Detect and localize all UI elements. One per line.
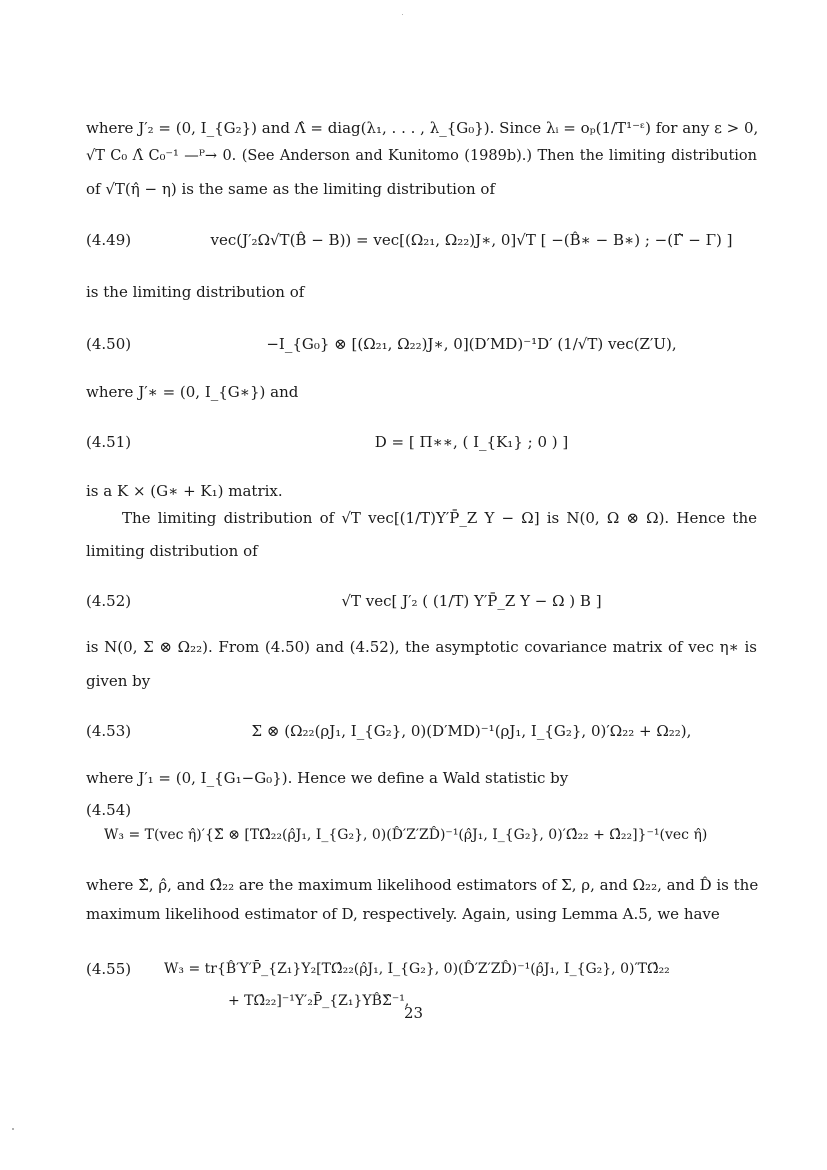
- paragraph-3-line-2: given by: [86, 672, 151, 690]
- equation-number: (4.52): [86, 592, 132, 610]
- paragraph-1-line-3: of √T(η̂ − η) is the same as the limiting distribution of: [86, 180, 496, 198]
- equation-body: √T vec[ J′₂ ( (1/T) Y′P̄_Z Y − Ω ) B ]: [341, 592, 602, 610]
- equation-4-55-number: (4.55): [86, 960, 132, 978]
- paragraph-1-line-1: where J′₂ = (0, I_{G₂}) and Λ̂ = diag(λ₁, . . . , λ_{G₀}). Since λᵢ = oₚ(1/T¹⁻ᵋ) for any ε > 0,: [86, 119, 759, 137]
- paragraph-4-line-2: maximum likelihood estimator of D, respectively. Again, using Lemma A.5, we have: [86, 905, 720, 923]
- equation-4-55-line-2: + TΩ̂₂₂]⁻¹Y′₂P̄_{Z₁}YB̂Σ̂⁻¹,: [228, 993, 410, 1009]
- equation-4-54-body: W₃ = T(vec η̂)′{Σ̂ ⊗ [TΩ̂₂₂(ρ̂J₁, I_{G₂}, 0)(D̂′Z′ZD̂)⁻¹(ρ̂J₁, I_{G₂}, 0)′Ω̂₂₂ + Ω̂₂₂]}⁻¹(vec η̂): [104, 827, 708, 843]
- equation-number: (4.53): [86, 722, 132, 740]
- paragraph-3-line-1: is N(0, Σ ⊗ Ω₂₂). From (4.50) and (4.52), the asymptotic covariance matrix of vec η∗ is: [86, 638, 757, 656]
- paragraph-1-line-2: √T C₀ Λ̂ C₀⁻¹ —ᴾ→ 0. (See Anderson and Kunitomo (1989b).) Then the limiting distribution: [86, 148, 757, 164]
- equation-4-50: [86, 320, 757, 368]
- equation-4-55-line-1: W₃ = tr{B̂′Y′P̄_{Z₁}Y₂[TΩ̂₂₂(ρ̂J₁, I_{G₂}, 0)(D̂′Z′ZD̂)⁻¹(ρ̂J₁, I_{G₂}, 0)′TΩ̂₂₂: [164, 961, 670, 977]
- paragraph-2-line-1: The limiting distribution of √T vec[(1/T)Y′P̄_Z Y − Ω] is N(0, Ω ⊗ Ω). Hence the: [122, 509, 757, 527]
- equation-4-51: [86, 418, 757, 466]
- paragraph-4-line-1: where Σ̂, ρ̂, and Ω̂₂₂ are the maximum likelihood estimators of Σ, ρ, and Ω₂₂, and D̂ is the: [86, 876, 759, 894]
- equation-4-52: [86, 577, 757, 625]
- text-after-4-51: is a K × (G∗ + K₁) matrix.: [86, 482, 283, 500]
- text-after-4-49: is the limiting distribution of: [86, 283, 305, 301]
- equation-body: vec(J′₂Ω√T(B̂ − B)) = vec[(Ω₂₁, Ω₂₂)J∗, 0]√T [ −(B̂∗ − B∗) ; −(Γ̂ − Γ) ]: [210, 231, 733, 249]
- equation-number: (4.49): [86, 231, 132, 249]
- equation-number: (4.50): [86, 335, 132, 353]
- text-after-4-53: where J′₁ = (0, I_{G₁−G₀}). Hence we define a Wald statistic by: [86, 769, 569, 787]
- scan-speck: [402, 14, 403, 15]
- text-after-4-50: where J′∗ = (0, I_{G∗}) and: [86, 383, 299, 401]
- equation-4-49: [86, 216, 757, 264]
- scan-speck: [12, 1128, 14, 1130]
- equation-body: Σ ⊗ (Ω₂₂(ρJ₁, I_{G₂}, 0)(D′MD)⁻¹(ρJ₁, I_{G₂}, 0)′Ω₂₂ + Ω₂₂),: [251, 722, 692, 740]
- equation-number: (4.51): [86, 433, 132, 451]
- paragraph-2-line-2: limiting distribution of: [86, 542, 258, 560]
- equation-4-53: [86, 707, 757, 755]
- page-number: 23: [403, 1004, 424, 1022]
- equation-4-54-number: (4.54): [86, 801, 132, 819]
- equation-body: D = [ Π∗∗, ( I_{K₁} ; 0 ) ]: [374, 433, 569, 451]
- equation-body: −I_{G₀} ⊗ [(Ω₂₁, Ω₂₂)J∗, 0](D′MD)⁻¹D′ (1/√T) vec(Z′U),: [266, 335, 677, 353]
